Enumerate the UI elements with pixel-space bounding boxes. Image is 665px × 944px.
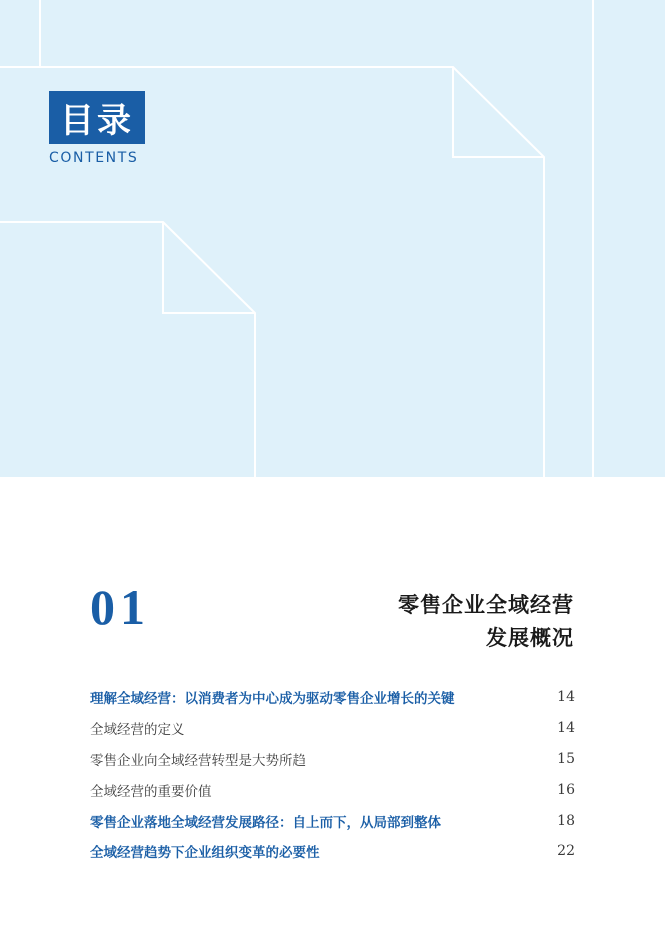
toc-entry-label: 全域经营的重要价值 <box>90 783 212 800</box>
toc-entry-label: 全域经营的定义 <box>90 722 185 739</box>
toc-entry-label: 零售企业落地全域经营发展路径：自上而下，从局部到整体 <box>90 814 441 831</box>
chapter-title-line1: 零售企业全域经营 <box>398 592 574 617</box>
toc-entry-page: 14 <box>557 689 575 706</box>
toc-entry-page: 16 <box>557 781 575 798</box>
toc-entry-label: 理解全域经营：以消费者为中心成为驱动零售企业增长的关键 <box>90 691 455 708</box>
toc-entry[interactable] <box>90 713 575 744</box>
table-of-contents <box>90 682 575 867</box>
page-title: 目录 <box>49 91 145 144</box>
toc-entry-page: 14 <box>557 720 575 737</box>
toc-entry-label: 全域经营趋势下企业组织变革的必要性 <box>90 845 320 862</box>
toc-entry-page: 15 <box>557 750 575 767</box>
toc-entry[interactable] <box>90 836 575 867</box>
toc-entry-page: 22 <box>557 843 575 860</box>
toc-entry-page: 18 <box>557 812 575 829</box>
toc-entry[interactable] <box>90 774 575 805</box>
chapter-title-line2: 发展概况 <box>486 625 574 650</box>
chapter-title <box>398 588 574 654</box>
toc-entry[interactable] <box>90 744 575 775</box>
toc-entry[interactable] <box>90 682 575 713</box>
toc-entry[interactable] <box>90 805 575 836</box>
page-subtitle: CONTENTS <box>49 150 139 166</box>
chapter-number: 01 <box>90 579 150 635</box>
toc-entry-label: 零售企业向全域经营转型是大势所趋 <box>90 752 306 769</box>
